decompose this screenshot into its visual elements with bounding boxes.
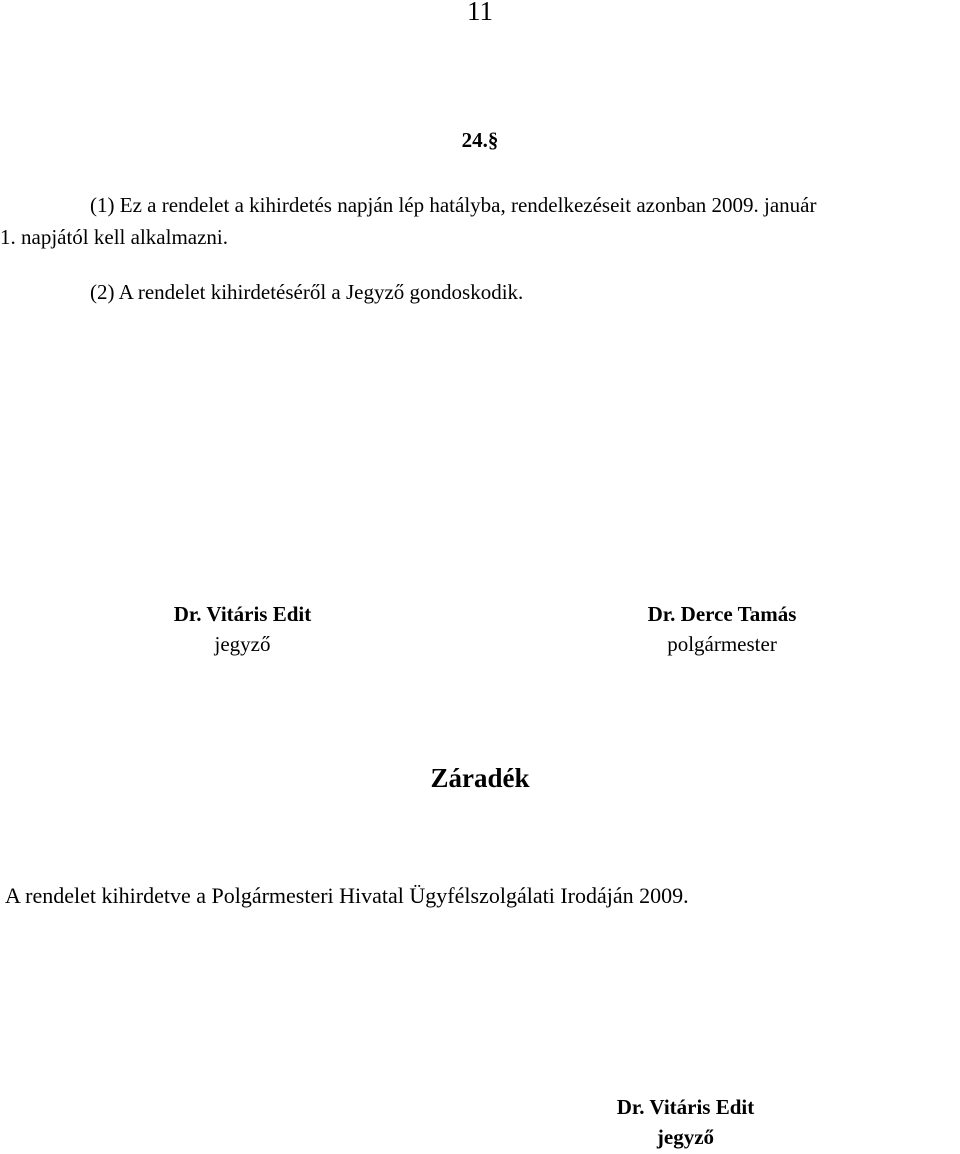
section-heading: 24.§ bbox=[461, 128, 499, 152]
signature-name-bottom: Dr. Vitáris Edit bbox=[616, 1095, 755, 1119]
page-number: 11 bbox=[467, 0, 493, 26]
signature-block-bottom bbox=[588, 1092, 783, 1152]
signature-title-left: jegyző bbox=[214, 632, 271, 656]
zaradek-heading: Záradék bbox=[430, 763, 530, 793]
paragraph-1-line-2: 1. napjától kell alkalmazni. bbox=[0, 225, 229, 249]
paragraph-2: (2) A rendelet kihirdetéséről a Jegyző gondoskodik. bbox=[90, 280, 524, 304]
signature-title-bottom: jegyző bbox=[656, 1125, 715, 1149]
signature-block-left bbox=[145, 599, 340, 659]
signature-name-right: Dr. Derce Tamás bbox=[647, 602, 797, 626]
signature-title-right: polgármester bbox=[667, 632, 777, 656]
signature-name-left: Dr. Vitáris Edit bbox=[173, 602, 312, 626]
signature-block-right bbox=[617, 599, 827, 659]
paragraph-1-line-1: (1) Ez a rendelet a kihirdetés napján lép hatályba, rendelkezéseit azonban 2009. január bbox=[90, 193, 817, 217]
paragraph-1 bbox=[0, 189, 960, 253]
zaradek-text: A rendelet kihirdetve a Polgármesteri Hivatal Ügyfélszolgálati Irodáján 2009. bbox=[5, 883, 689, 908]
